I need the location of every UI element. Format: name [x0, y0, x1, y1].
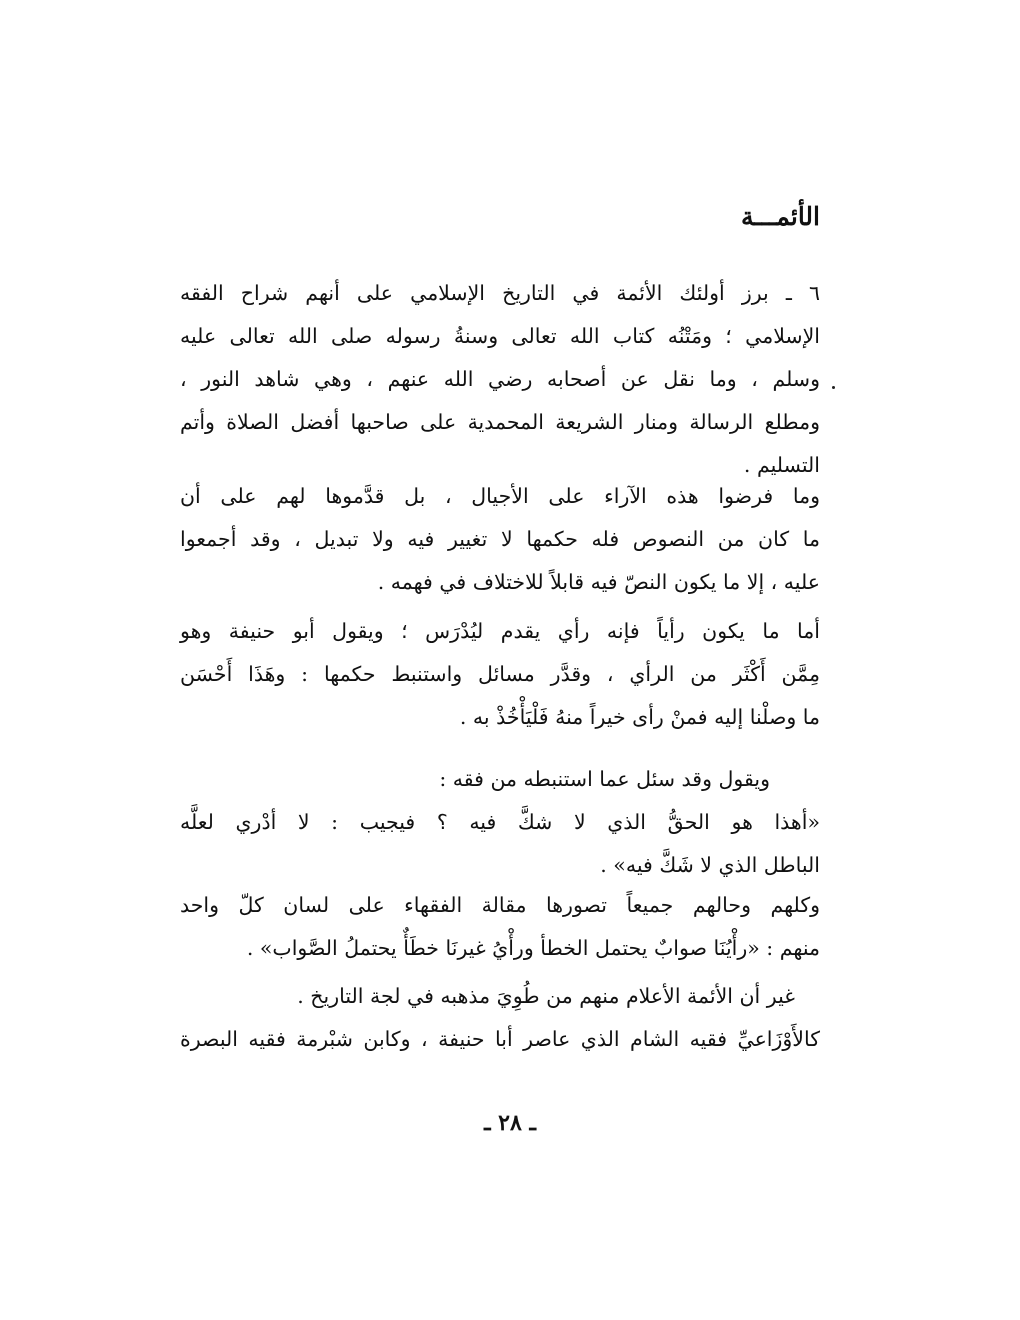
text-line: عليه ، إلا ما يكون النصّ فيه قابلاً للاختلاف في فهمه .	[377, 570, 820, 594]
text-line: التسليم .	[743, 453, 820, 477]
text-line: ما كان من النصوص فله حكمها لا تغيير فيه ولا تبديل ، وقد أجمعوا	[180, 527, 820, 551]
text-line: ٦ ـ برز أولئك الأئمة في التاريخ الإسلامي على أنهم شراح الفقه	[180, 281, 820, 305]
text-line: منهم : «رأْيُنَا صوابٌ يحتمل الخطأ ورأْيُ غيرنَا خطَأٌ يحتملُ الصَّواب» .	[246, 936, 820, 960]
paragraph-4	[180, 758, 820, 887]
text-line: ومطلع الرسالة ومنار الشريعة المحمدية على صاحبها أفضل الصلاة وأتم	[180, 410, 820, 434]
text-line: الباطل الذي لا شَكَّ فيه» .	[600, 853, 820, 877]
text-line: الإسلامي ؛ ومَتْنُه كتاب الله تعالى وسنةُ رسوله صلى الله تعالى عليه	[180, 324, 820, 348]
paragraph-2	[180, 475, 820, 604]
text-line: مِمَّن أَكْثَر من الرأي ، وقدَّر مسائل واستنبط حكمها : وهَذَا أَحْسَن	[180, 662, 820, 686]
text-line: وما فرضوا هذه الآراء على الأجيال ، بل قدَّموها لهم على أن	[180, 484, 820, 508]
text-line: ما وصلْنا إليه فمنْ رأى خيراً منهُ فَلْيَأْخُذْ به .	[459, 705, 820, 729]
text-line: «أهذا هو الحقُّ الذي لا شكَّ فيه ؟ فيجيب : لا أدْري لعلَّه	[180, 810, 820, 834]
paragraph-6	[180, 975, 820, 1061]
text-line: وكلهم وحالهم جميعاً تصورها مقالة الفقهاء على لسان كلّ واحد	[180, 893, 820, 917]
text-line: ويقول وقد سئل عما استنبطه من فقه :	[439, 767, 770, 791]
paragraph-5	[180, 884, 820, 970]
text-line: كالأَوْزَاعيِّ فقيه الشام الذي عاصر أبا حنيفة ، وكابن شبْرمة فقيه البصرة	[180, 1027, 820, 1051]
text-line: أما ما يكون رأياً فإنه رأي يقدم ليُدْرَس ؛ ويقول أبو حنيفة وهو	[180, 619, 820, 643]
chapter-heading: الأئمـــة	[741, 202, 820, 231]
text-line: وسلم ، وما نقل عن أصحابه رضي الله عنهم ، وهي شاهد النور ،	[180, 367, 820, 391]
page-number: ـ ٢٨ ـ	[484, 1110, 536, 1136]
text-line: غير أن الأئمة الأعلام منهم من طُوِيَ مذهبه في لجة التاريخ .	[297, 984, 795, 1008]
paragraph-1	[180, 272, 820, 487]
stray-mark	[832, 386, 835, 389]
paragraph-3	[180, 610, 820, 739]
